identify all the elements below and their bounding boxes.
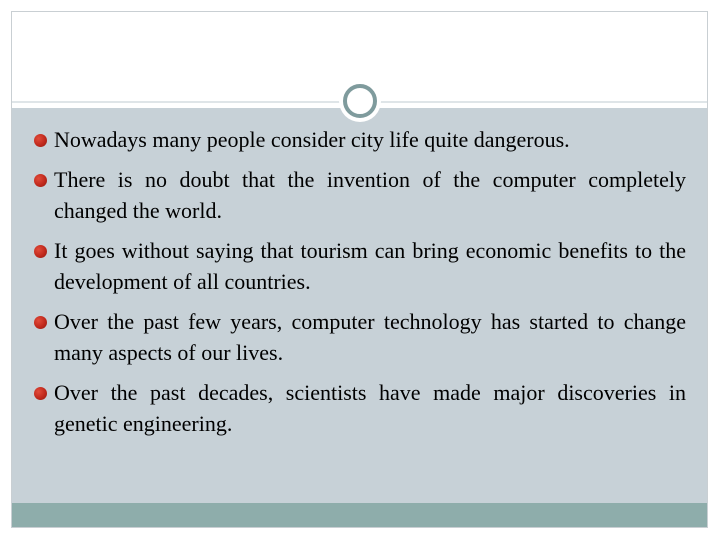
bullet-text: It goes without saying that tourism can bring economic benefits to the development of all countries. xyxy=(54,238,686,294)
bullet-icon xyxy=(34,316,47,329)
bullet-text: Over the past decades, scientists have made major discoveries in genetic engineering. xyxy=(54,380,686,436)
bullet-icon xyxy=(34,174,47,187)
slide xyxy=(11,11,708,528)
circle-ring-icon xyxy=(343,84,377,118)
bullet-item xyxy=(34,377,686,439)
circle-ornament-icon xyxy=(339,80,381,122)
bullet-icon xyxy=(34,134,47,147)
bullet-item xyxy=(34,164,686,226)
footer-bar xyxy=(12,503,707,528)
bullet-text: Nowadays many people consider city life quite dangerous. xyxy=(54,127,570,152)
bullet-list xyxy=(34,124,686,448)
bullet-item xyxy=(34,306,686,368)
bullet-item xyxy=(34,124,686,155)
bullet-text: Over the past few years, computer technology has started to change many aspects of our lives. xyxy=(54,309,686,365)
bullet-icon xyxy=(34,387,47,400)
bullet-item xyxy=(34,235,686,297)
bullet-icon xyxy=(34,245,47,258)
bullet-text: There is no doubt that the invention of the computer completely changed the world. xyxy=(54,167,686,223)
